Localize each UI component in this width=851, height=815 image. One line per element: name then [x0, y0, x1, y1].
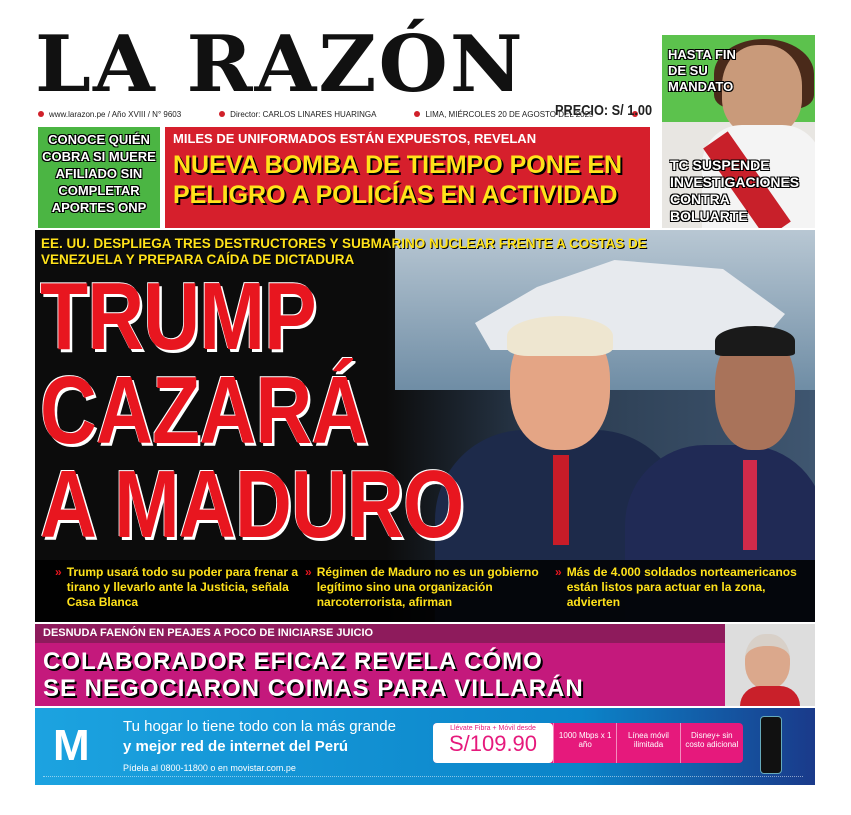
police-headline: NUEVA BOMBA DE TIEMPO PONE EN PELIGRO A POLICÍAS EN ACTIVIDAD [173, 151, 623, 209]
villaran-kicker: DESNUDA FAENÓN EN PEAJES A POCO DE INICIARSE JUICIO [35, 624, 725, 643]
bullet-text: Más de 4.000 soldados norteamericanos están listos para actuar en la zona, advierten [566, 565, 797, 609]
price: PRECIO: S/ 1.00 [555, 102, 653, 119]
villaran-headline [43, 648, 584, 702]
fine-print [43, 776, 803, 781]
villaran-story [35, 624, 815, 706]
headline-line: COLABORADOR EFICAZ REVELA CÓMO [43, 648, 543, 675]
ad-line3: Pídela al 0800-11800 o en movistar.com.pe [123, 763, 296, 773]
chevron-icon: » [555, 565, 562, 579]
masthead-logo: LA RAZÓN [35, 19, 525, 110]
police-story [165, 127, 650, 228]
bullet [555, 565, 805, 622]
feature: 1000 Mbps x 1 año [553, 723, 616, 763]
onp-teaser: CONOCE QUIÉN COBRA SI MUERE AFILIADO SIN COMPLETAR APORTES ONP [38, 127, 160, 228]
boluarte-story [662, 35, 815, 228]
main-headline [40, 263, 464, 558]
bullet [55, 565, 305, 622]
main-kicker: EE. UU. DESPLIEGA TRES DESTRUCTORES Y SUBMARINO NUCLEAR FRENTE A COSTAS DE VENEZUELA Y PREPARA CAÍDA DE DICTADURA [41, 236, 647, 267]
bullet-text: Régimen de Maduro no es un gobierno legítimo sino una organización narcoterrorista, afirman [316, 565, 539, 609]
feature: Línea móvil ilimitada [616, 723, 679, 763]
ad-offer [433, 723, 743, 763]
website: www.larazon.pe / Año XVIII / N° 9603 [49, 109, 182, 119]
date: LIMA, MIÉRCOLES 20 DE AGOSTO DEL 2025 [425, 109, 594, 119]
headline-line: SE NEGOCIARON COIMAS PARA VILLARÁN [43, 675, 584, 702]
movistar-logo-icon: M [53, 721, 90, 770]
chevron-icon: » [55, 565, 62, 579]
director: Director: CARLOS LINARES HUARINGA [230, 109, 377, 119]
offer-price: S/109.90 [448, 731, 538, 756]
boluarte-kicker: HASTA FIN DE SU MANDATO [668, 47, 736, 94]
phone-icon [760, 716, 782, 774]
main-story [35, 230, 815, 622]
ad-line2: y mejor red de internet del Perú [123, 738, 349, 755]
villaran-photo [725, 624, 815, 706]
bullet [305, 565, 555, 622]
chevron-icon: » [305, 565, 312, 579]
headline-line: TRUMP [40, 263, 316, 370]
main-bullets [35, 560, 815, 622]
ad-line1: Tu hogar lo tiene todo con la más grande [123, 718, 396, 735]
boluarte-headline: TC SUSPENDE INVESTIGACIONES CONTRA BOLUARTE [670, 157, 800, 224]
headline-line: A MADURO [40, 451, 464, 558]
offer-label: Llévate Fibra + Móvil desde [450, 725, 536, 732]
movistar-ad[interactable] [35, 708, 815, 785]
feature: Disney+ sin costo adicional [680, 723, 743, 763]
bullet-text: Trump usará todo su poder para frenar a tirano y llevarlo ante la Justicia, señala Casa Blanca [66, 565, 299, 609]
police-kicker: MILES DE UNIFORMADOS ESTÁN EXPUESTOS, REVELAN [173, 131, 537, 146]
headline-line: CAZARÁ [40, 357, 368, 464]
